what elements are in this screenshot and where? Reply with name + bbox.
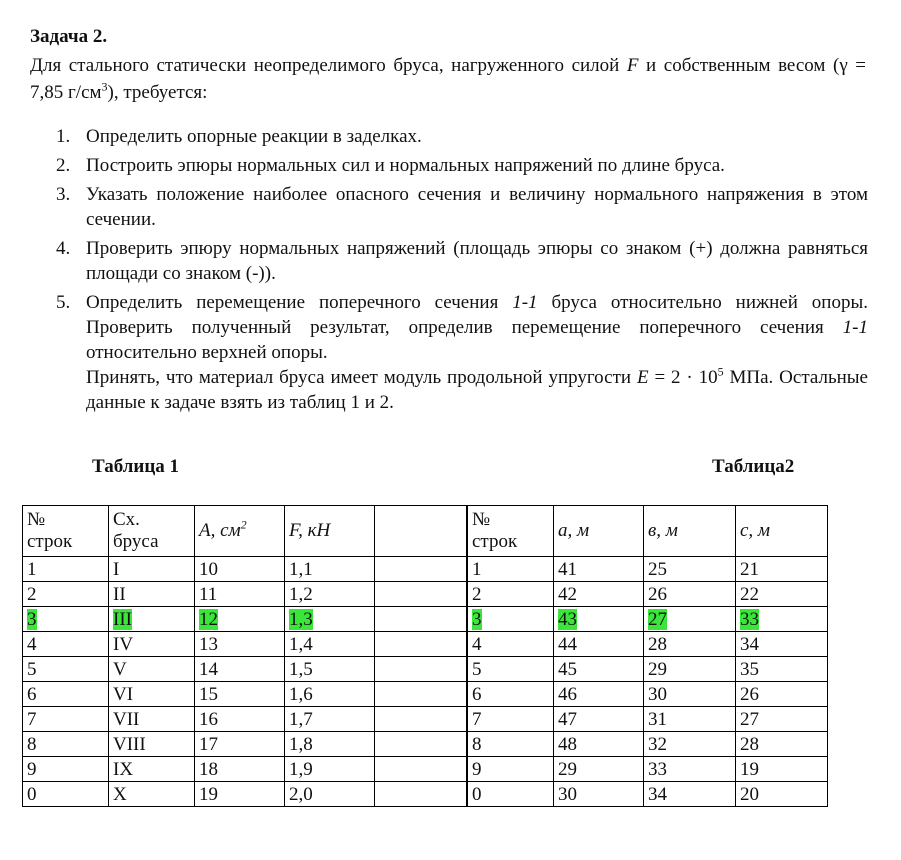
table-cell: I: [109, 557, 195, 582]
table-cell: V: [109, 657, 195, 682]
table-cell: 4: [468, 632, 554, 657]
table-cell: 28: [644, 632, 736, 657]
table-cell: 29: [554, 757, 644, 782]
table-cell: 1: [468, 557, 554, 582]
table-cell: 43: [554, 607, 644, 632]
header-b: в, м: [644, 506, 736, 557]
table-cell: 8: [23, 732, 109, 757]
table-cell: 10: [195, 557, 285, 582]
table-row: [23, 682, 467, 707]
table-cell: VII: [109, 707, 195, 732]
table-row: [23, 782, 467, 807]
table-cell: 31: [644, 707, 736, 732]
header-a: a, м: [554, 506, 644, 557]
table-row: [468, 632, 828, 657]
table-cell: 2: [23, 582, 109, 607]
table-cell: 0: [468, 782, 554, 807]
table-cell: 13: [195, 632, 285, 657]
table-cell: 41: [554, 557, 644, 582]
table-row: [468, 557, 828, 582]
table-cell: 1: [23, 557, 109, 582]
table-cell-empty: [375, 632, 467, 657]
table-cell: 2,0: [285, 782, 375, 807]
table-row: [23, 757, 467, 782]
list-item: 1. Определить опорные реакции в заделках.: [56, 126, 422, 147]
header-area: A, $см^2$: [195, 506, 285, 557]
table-cell: 14: [195, 657, 285, 682]
header-force: F, кН: [285, 506, 375, 557]
table-cell: 21: [736, 557, 828, 582]
table-cell-empty: [375, 707, 467, 732]
header-scheme: Сх. бруса: [109, 506, 195, 557]
table-cell: 18: [195, 757, 285, 782]
list-item: 2. Построить эпюры нормальных сил и нормальных напряжений по длине бруса.: [56, 155, 725, 176]
table-1: [22, 505, 467, 807]
table-cell: 1,6: [285, 682, 375, 707]
table-cell: 28: [736, 732, 828, 757]
task-title: Задача 2.: [30, 26, 108, 47]
table-row: [23, 557, 467, 582]
task-intro: Для стального статически неопределимого бруса, нагруженного силой F и собственным весом (γ = 7,85 $г/см^3$), требуется:: [30, 55, 866, 103]
header-row-number: № строк: [23, 506, 109, 557]
table-cell: 19: [195, 782, 285, 807]
table-cell: 34: [644, 782, 736, 807]
table-cell-empty: [375, 657, 467, 682]
table-cell: 1,9: [285, 757, 375, 782]
table-cell: III: [109, 607, 195, 632]
table-header-row: [468, 506, 828, 557]
table-cell: 1,3: [285, 607, 375, 632]
table-row: [23, 607, 467, 632]
table-cell: VI: [109, 682, 195, 707]
list-item: 4. Проверить эпюру нормальных напряжений (площадь эпюры со знаком (+) должна равняться площади со знаком (-)).: [56, 238, 868, 284]
table-row: [468, 607, 828, 632]
table-cell: 0: [23, 782, 109, 807]
requirements-list: [56, 124, 868, 415]
table-cell: 11: [195, 582, 285, 607]
table-cell: 25: [644, 557, 736, 582]
table-row: [23, 707, 467, 732]
table-cell: 7: [468, 707, 554, 732]
table-cell: 46: [554, 682, 644, 707]
table-row: [23, 732, 467, 757]
table-cell: 33: [644, 757, 736, 782]
table1-caption: Таблица 1: [92, 456, 180, 477]
table-cell: 3: [23, 607, 109, 632]
table-cell: 48: [554, 732, 644, 757]
table-cell: 30: [554, 782, 644, 807]
header-row-number: № строк: [468, 506, 554, 557]
table-cell: 30: [644, 682, 736, 707]
table-cell: 27: [736, 707, 828, 732]
table-cell-empty: [375, 757, 467, 782]
table-cell: 33: [736, 607, 828, 632]
table-row: [23, 657, 467, 682]
table-cell: 15: [195, 682, 285, 707]
table-header-row: [23, 506, 467, 557]
table-row: [468, 657, 828, 682]
table-row: [468, 782, 828, 807]
table-cell: 34: [736, 632, 828, 657]
table-cell: 8: [468, 732, 554, 757]
table-cell: 1,1: [285, 557, 375, 582]
table-cell-empty: [375, 582, 467, 607]
table-2: [467, 505, 828, 807]
table-cell: 1,8: [285, 732, 375, 757]
table-cell: 44: [554, 632, 644, 657]
table-cell: 26: [644, 582, 736, 607]
table-cell: 16: [195, 707, 285, 732]
table-row: [468, 582, 828, 607]
table-row: [468, 707, 828, 732]
table-cell: 6: [468, 682, 554, 707]
table-cell: 35: [736, 657, 828, 682]
table-cell: II: [109, 582, 195, 607]
table-cell: 3: [468, 607, 554, 632]
table-cell: 1,7: [285, 707, 375, 732]
table-cell: 45: [554, 657, 644, 682]
table-row: [468, 757, 828, 782]
table-cell: 22: [736, 582, 828, 607]
table-row: [468, 682, 828, 707]
table-cell: 26: [736, 682, 828, 707]
table-cell: 5: [468, 657, 554, 682]
table-cell: VIII: [109, 732, 195, 757]
table-cell: 32: [644, 732, 736, 757]
table-cell-empty: [375, 782, 467, 807]
table-cell: 1,5: [285, 657, 375, 682]
table-cell-empty: [375, 607, 467, 632]
table-cell: 12: [195, 607, 285, 632]
table-cell: 27: [644, 607, 736, 632]
table-cell: 42: [554, 582, 644, 607]
table-cell: 2: [468, 582, 554, 607]
table-row: [23, 582, 467, 607]
table-cell: IV: [109, 632, 195, 657]
table-cell: 17: [195, 732, 285, 757]
table-row: [468, 732, 828, 757]
header-empty: [375, 506, 467, 557]
table-cell: IX: [109, 757, 195, 782]
elasticity-note: Принять, что материал бруса имеет модуль продольной упругости $E = 2 \cdot 10^5$ МПа. Остальные данные к задаче взять из таблиц 1 и 2.: [86, 364, 868, 413]
table-cell: 9: [468, 757, 554, 782]
table2-caption: Таблица2: [712, 456, 795, 477]
table-cell: X: [109, 782, 195, 807]
table-cell: 7: [23, 707, 109, 732]
list-item: 3. Указать положение наиболее опасного сечения и величину нормального напряжения в этом сечении.: [56, 184, 868, 230]
table-cell-empty: [375, 732, 467, 757]
table-cell: 4: [23, 632, 109, 657]
list-item: 5. Определить перемещение поперечного сечения 1-1 бруса относительно нижней опоры. Проверить полученный результат, определив перемещение поперечного сечения 1-1 относительно верхней опоры.: [56, 292, 868, 363]
table-cell: 9: [23, 757, 109, 782]
table-cell: 5: [23, 657, 109, 682]
table-cell: 19: [736, 757, 828, 782]
table-cell: 6: [23, 682, 109, 707]
table-cell: 1,2: [285, 582, 375, 607]
header-c: с, м: [736, 506, 828, 557]
table-cell: 29: [644, 657, 736, 682]
table-cell-empty: [375, 682, 467, 707]
table-row: [23, 632, 467, 657]
table-cell: 47: [554, 707, 644, 732]
table-cell: 1,4: [285, 632, 375, 657]
table-cell: 20: [736, 782, 828, 807]
table-cell-empty: [375, 557, 467, 582]
